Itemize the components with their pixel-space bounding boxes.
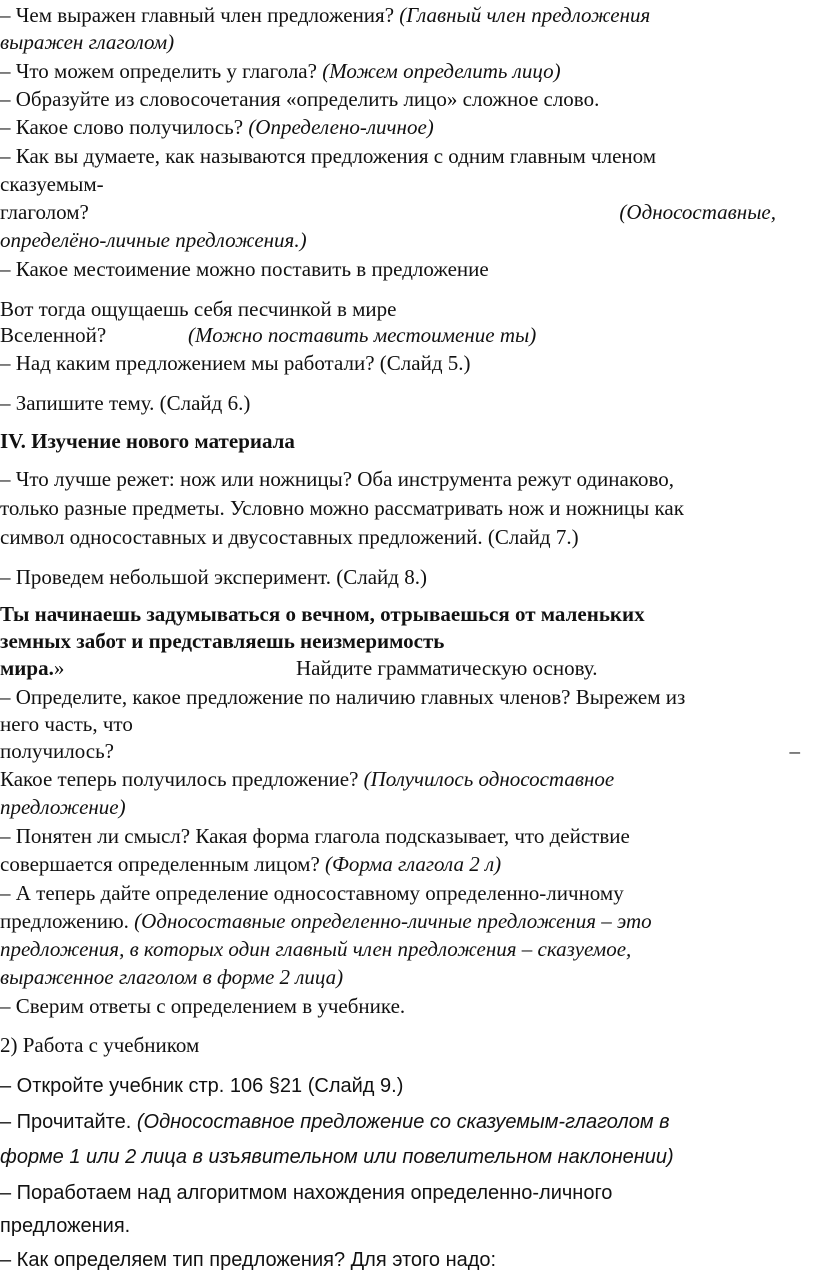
- paragraph-line: – Определите, какое предложение по наличию главных членов? Вырежем из: [0, 685, 686, 709]
- question-line: сказуемым-: [0, 172, 104, 196]
- quote-line: Вот тогда ощущаешь себя песчинкой в мире: [0, 297, 397, 321]
- answer-text: (Односоставное предложение со сказуемым-глаголом в: [136, 1111, 670, 1133]
- dash: –: [789, 739, 800, 763]
- paragraph-line: – А теперь дайте определение односоставному определенно-личному: [0, 881, 624, 905]
- paragraph-line: [0, 851, 501, 877]
- answer-text: (Можем определить лицо): [322, 59, 561, 83]
- answer-text: (Можно поставить местоимение ты): [188, 323, 537, 347]
- calibri-line: предложения.: [0, 1215, 131, 1237]
- paragraph-line: 2) Работа с учебником: [0, 1033, 200, 1057]
- question-text: глаголом?: [0, 200, 89, 224]
- paragraph-line: символ односоставных и двусоставных предложений. (Слайд 7.): [0, 525, 579, 549]
- paragraph-line: – Проведем небольшой эксперимент. (Слайд 8.): [0, 565, 427, 589]
- calibri-line: – Как определяем тип предложения? Для этого надо:: [0, 1249, 497, 1271]
- question-text: предложению.: [0, 909, 135, 933]
- paragraph-line: только разные предметы. Условно можно рассматривать нож и ножницы как: [0, 496, 684, 520]
- answer-line: выраженное глаголом в форме 2 лица): [0, 965, 344, 989]
- question-text: – Прочитайте.: [0, 1111, 137, 1133]
- quote-line: [0, 655, 598, 681]
- question-line: [0, 114, 434, 140]
- task-text: Найдите грамматическую основу.: [296, 656, 598, 680]
- question-line: – Над каким предложением мы работали? (Слайд 5.): [0, 351, 471, 375]
- calibri-line: – Откройте учебник стр. 106 §21 (Слайд 9.): [0, 1075, 404, 1097]
- paragraph-line: – Понятен ли смысл? Какая форма глагола подсказывает, что действие: [0, 824, 630, 848]
- question-text: – Какое слово получилось?: [0, 115, 249, 139]
- answer-line: предложение): [0, 795, 126, 819]
- question-line: [0, 58, 561, 84]
- answer-text: (Односоставные,: [619, 200, 776, 224]
- paragraph-line: – Сверим ответы с определением в учебнике.: [0, 994, 406, 1018]
- quote-text: мира.: [0, 656, 54, 680]
- quote-line: земных забот и представляешь неизмеримость: [0, 629, 445, 653]
- paragraph-line: него часть, что: [0, 712, 133, 736]
- calibri-line: [0, 1109, 670, 1135]
- question-text: – Что можем определить у глагола?: [0, 59, 323, 83]
- quote-mark: »: [53, 656, 65, 680]
- question-text: получилось?: [0, 739, 114, 763]
- answer-line: выражен глаголом): [0, 30, 175, 54]
- question-line: [0, 2, 650, 28]
- question-line: – Какое местоимение можно поставить в предложение: [0, 257, 489, 281]
- question-line: – Как вы думаете, как называются предложения с одним главным членом: [0, 144, 657, 168]
- calibri-line: – Поработаем над алгоритмом нахождения определенно-личного: [0, 1182, 613, 1204]
- quote-line: [0, 322, 537, 348]
- question-text: Какое теперь получилось предложение?: [0, 767, 364, 791]
- paragraph-line: [0, 766, 614, 792]
- question-line: – Запишите тему. (Слайд 6.): [0, 391, 251, 415]
- answer-text: (Получилось односоставное: [363, 767, 615, 791]
- answer-text: (Форма глагола 2 л): [325, 852, 502, 876]
- question-line: [0, 199, 816, 225]
- paragraph-line: [0, 738, 816, 764]
- answer-text: (Определено-личное): [248, 115, 434, 139]
- question-text: Вселенной?: [0, 323, 107, 347]
- answer-line: определёно-личные предложения.): [0, 228, 307, 252]
- question-line: – Образуйте из словосочетания «определить лицо» сложное слово.: [0, 87, 600, 111]
- question-text: совершается определенным лицом?: [0, 852, 326, 876]
- answer-text: (Главный член предложения: [399, 3, 651, 27]
- answer-text: (Односоставные определенно-личные предложения – это: [134, 909, 652, 933]
- paragraph-line: – Что лучше режет: нож или ножницы? Оба инструмента режут одинаково,: [0, 467, 675, 491]
- quote-line: Ты начинаешь задумываться о вечном, отрываешься от маленьких: [0, 602, 645, 626]
- paragraph-line: [0, 908, 652, 934]
- section-heading: IV. Изучение нового материала: [0, 429, 295, 453]
- question-text: – Чем выражен главный член предложения?: [0, 3, 400, 27]
- answer-line: предложения, в которых один главный член предложения – сказуемое,: [0, 937, 632, 961]
- calibri-line: форме 1 или 2 лица в изъявительном или повелительном наклонении): [0, 1146, 674, 1168]
